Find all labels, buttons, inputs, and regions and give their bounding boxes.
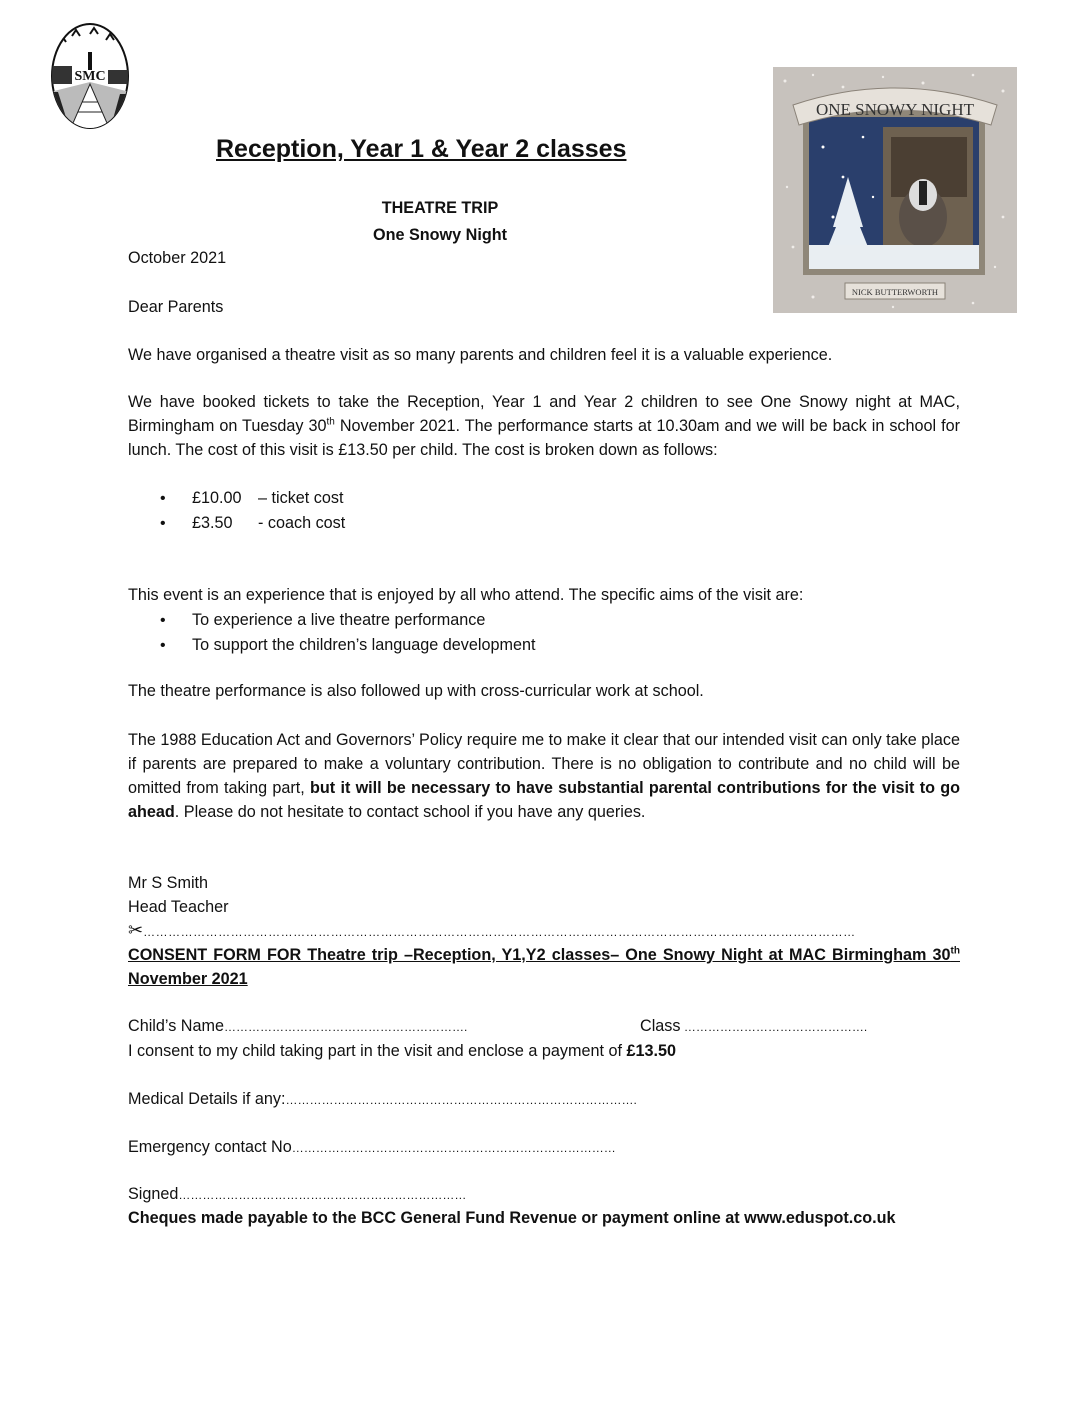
cost-list [128,486,728,536]
book-cover-image [773,67,1017,313]
class-field[interactable] [640,1014,867,1039]
paragraph-followup: The theatre performance is also followed up with cross-curricular work at school. [128,682,704,700]
list-item: • To experience a live theatre performance [128,608,828,633]
signed-dots: ……………………………………………………………… [178,1188,467,1202]
school-logo [50,22,130,130]
paragraph-intro: We have organised a theatre visit as so many parents and children feel it is a valuable experience. [128,346,833,364]
cost-amount: £10.00 [192,489,242,507]
list-item: • To support the children’s language development [128,633,828,658]
medical-details-field[interactable] [128,1087,637,1112]
scissors-icon: ✂ [128,920,144,940]
cost-desc: – ticket cost [258,489,344,507]
consent-statement [128,1039,676,1063]
list-item [128,511,728,536]
signature-field[interactable] [128,1182,466,1207]
cut-line [128,919,968,941]
medical-dots: ……………………………………………………………………………. [285,1093,637,1107]
medical-label: Medical Details if any: [128,1090,286,1108]
letter-date: October 2021 [128,249,227,267]
page-title: Reception, Year 1 & Year 2 classes [216,135,627,163]
school-logo-icon [50,22,130,130]
date-suffix: th [326,416,335,428]
consent-heading [128,943,960,991]
signed-label: Signed [128,1185,179,1203]
cost-desc: - coach cost [258,514,346,532]
consent-text: I consent to my child taking part in the visit and enclose a payment of [128,1042,627,1060]
paragraph-booking [128,390,960,462]
consent-date-suffix: th [950,945,960,957]
paragraph-booking-text-a: We have booked tickets to take the Reception, Year 1 and Year 2 children to see One Snowy night at MAC, Birmingham on Tuesday 30 [128,393,960,435]
emergency-contact-field[interactable] [128,1135,616,1160]
policy-text-c: . Please do not hesitate to contact school if you have any queries. [174,803,646,821]
paragraph-booking-text-b: November 2021. The performance starts at 10.30am and we will be back in school for lunch. The cost of this visit is £13.50 per child. The cost is broken down as follows: [128,417,960,459]
paragraph-policy [128,728,960,824]
cut-line-dots: ……………………………………………………………………………………………………………………………………………………… [143,925,856,939]
aims-intro: This event is an experience that is enjoyed by all who attend. The specific aims of the visit are: [128,586,804,604]
consent-heading-text-b: November 2021 [128,970,248,988]
class-dots: ………………………………………. [680,1020,868,1034]
class-label: Class [640,1017,681,1035]
subtitle-trip: THEATRE TRIP [381,199,499,217]
child-name-field[interactable] [128,1014,467,1039]
signoff-title: Head Teacher [128,898,229,916]
consent-amount: £13.50 [626,1042,677,1060]
signoff-name: Mr S Smith [128,874,209,892]
book-cover-title: ONE SNOWY NIGHT [815,100,975,119]
emergency-label: Emergency contact No [128,1138,292,1156]
child-name-dots: ……………………………………………………. [223,1020,468,1034]
emergency-dots: ……………………………………………………………………… [291,1141,616,1155]
policy-text-bold: but it will be necessary to have substantial parental contributions for the visit to go ahead [128,779,960,821]
book-cover-author: NICK BUTTERWORTH [851,287,939,297]
list-item [128,486,728,511]
cost-amount: £3.50 [192,514,233,532]
aims-list [128,608,828,658]
letter-greeting: Dear Parents [128,298,224,316]
child-name-label: Child’s Name [128,1017,224,1035]
logo-text: SMC [74,69,106,84]
subtitle-show: One Snowy Night [373,226,507,244]
payment-note: Cheques made payable to the BCC General Fund Revenue or payment online at www.eduspot.co.uk [128,1209,896,1227]
book-cover-icon [773,67,1017,313]
consent-heading-text-a: CONSENT FORM FOR Theatre trip –Reception, Y1,Y2 classes– One Snowy Night at MAC Birmingham 30 [128,946,951,964]
policy-text-a: The 1988 Education Act and Governors’ Policy require me to make it clear that our intended visit can only take place if parents are prepared to make a voluntary contribution. There is no obligation to contribute and no child will be omitted from taking part, [128,731,960,797]
